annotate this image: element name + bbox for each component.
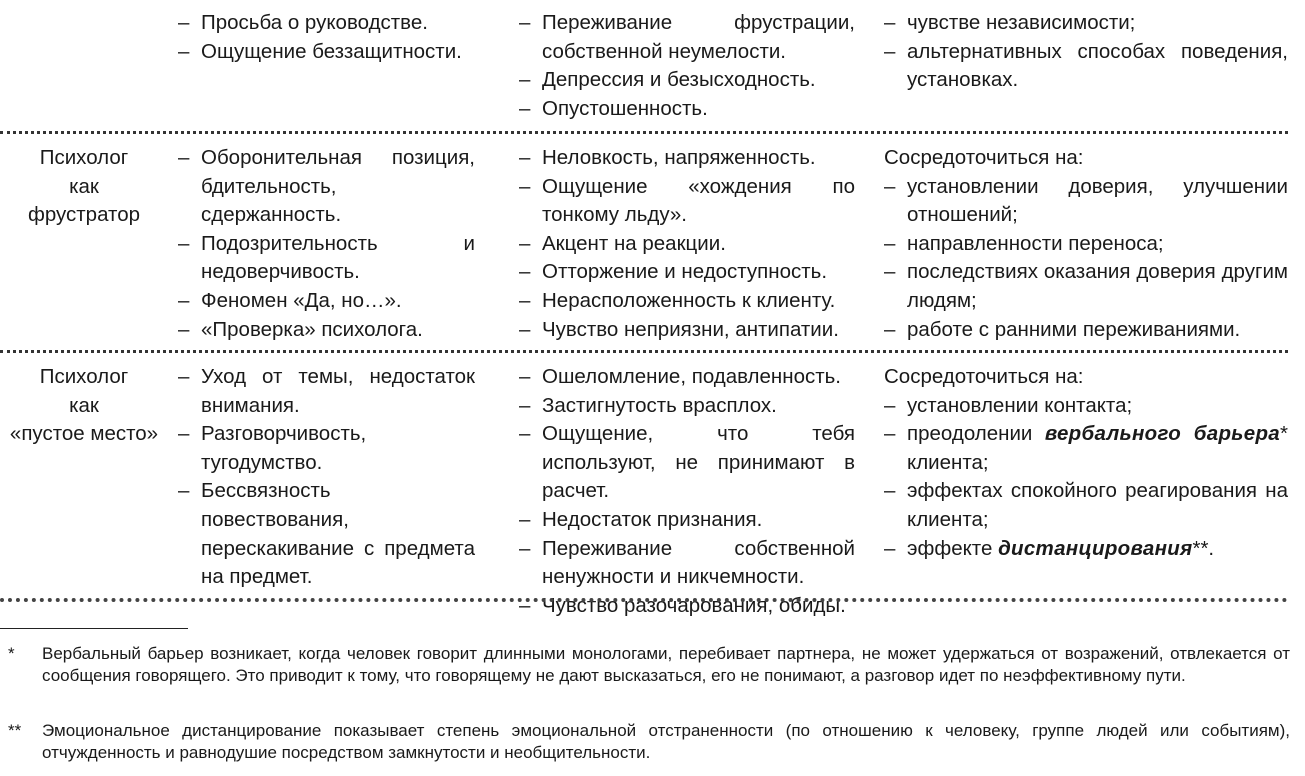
client-behavior-cell (178, 9, 475, 66)
list-item: – направленности переноса; (884, 230, 1288, 259)
footnote-mark: * (8, 644, 15, 663)
list-item: – чувстве независимости; (884, 9, 1288, 38)
psychologist-feelings-cell (519, 144, 855, 344)
list-item: – Ощущение беззащитности. (178, 38, 475, 67)
list-item (884, 535, 1288, 564)
footnote (0, 720, 1290, 764)
list-item (884, 392, 1288, 421)
list-item: – Ощущение «хождения по тонкому льду». (519, 173, 855, 230)
recommendations-cell (884, 363, 1288, 563)
list-item (884, 477, 1288, 534)
role-line: как (69, 393, 99, 417)
client-behavior-cell (178, 363, 475, 592)
list-item: – Бессвязность повествования, перескакивание с предмета на предмет. (178, 477, 475, 591)
table-end-divider (0, 598, 1288, 602)
list-item: – работе с ранними переживаниями. (884, 316, 1288, 345)
recommendations-intro: Сосредоточиться на: (884, 365, 1084, 388)
list-item: – Акцент на реакции. (519, 230, 855, 259)
item-text: установлении контакта; (907, 393, 1133, 417)
psychologist-feelings-cell (519, 363, 855, 620)
list-item: – Переживание фрустрации, собственной неумелости. (519, 9, 855, 66)
footnote (0, 643, 1290, 687)
item-text: **. (1192, 536, 1215, 560)
list-item: – Отторжение и недоступность. (519, 258, 855, 287)
list-item: – Застигнутость врасплох. (519, 392, 855, 421)
list-item: – Переживание собственной ненужности и никчемности. (519, 535, 855, 592)
list-item: – альтернативных способах поведения, установках. (884, 38, 1288, 95)
footnote-text: Вербальный барьер возникает, когда человек говорит длинными монологами, перебивает партнера, не может удержаться от возражений, отвлекается от сообщения говорящего. Это приводит к тому, что говорящему не дают высказаться, его не понимают, а разговор идет по неэффективному пути. (42, 644, 1290, 685)
role-line: как (69, 174, 99, 198)
list-item: – Опустошенность. (519, 95, 855, 124)
list-item: – Недостаток признания. (519, 506, 855, 535)
role-line: Психолог (39, 146, 129, 169)
emphasis-term: дистанцирования (998, 536, 1193, 560)
role-line: фрустратор (27, 203, 140, 227)
item-text: * клиента; (907, 422, 1288, 474)
footnote-mark: ** (8, 721, 22, 740)
list-item: – Депрессия и безысходность. (519, 66, 855, 95)
list-item (884, 420, 1288, 477)
role-line: «пустое место» (9, 422, 159, 446)
list-item: – последствиях оказания доверия другим людям; (884, 258, 1288, 315)
item-text: эффекте (907, 536, 999, 560)
list-item: – Оборонительная позиция, бдительность, сдержанность. (178, 144, 475, 230)
list-item: – Уход от темы, недостаток внимания. (178, 363, 475, 420)
list-item: – Феномен «Да, но…». (178, 287, 475, 316)
recommendations-cell (884, 144, 1288, 344)
psychologist-feelings-cell (519, 9, 855, 123)
list-item: – установлении доверия, улучшении отношений; (884, 173, 1288, 230)
list-item: – «Проверка» психолога. (178, 316, 475, 345)
role-line: Психолог (39, 365, 129, 388)
item-text: эффектах спокойного реагирования на клиента; (907, 479, 1288, 531)
row-divider (0, 350, 1288, 353)
recommendations-intro: Сосредоточиться на: (884, 146, 1084, 169)
list-item: – Нерасположенность к клиенту. (519, 287, 855, 316)
item-text: преодолении (907, 422, 1045, 446)
emphasis-term: вербального барьера (1044, 422, 1280, 446)
role-cell (0, 363, 168, 449)
list-item: – Ощущение, что тебя используют, не принимают в расчет. (519, 420, 855, 506)
list-item: – Разговорчивость, тугодумство. (178, 420, 475, 477)
list-item: – Просьба о руководстве. (178, 9, 475, 38)
list-item: – Чувство разочарования, обиды. (519, 592, 855, 621)
recommendations-cell (884, 9, 1288, 95)
footnote-rule (0, 628, 188, 629)
list-item: – Чувство неприязни, антипатии. (519, 316, 855, 345)
footnote-text: Эмоциональное дистанцирование показывает степень эмоциональной отстраненности (по отношению к человеку, группе людей или событиям), отчужденность и равнодушие посредством замкнутости и необщительности. (42, 721, 1290, 762)
list-item: – Ошеломление, подавленность. (519, 363, 855, 392)
row-divider (0, 131, 1288, 134)
list-item: – Подозрительность и недоверчивость. (178, 230, 475, 287)
list-item: – Неловкость, напряженность. (519, 144, 855, 173)
client-behavior-cell (178, 144, 475, 344)
role-cell (0, 144, 168, 230)
